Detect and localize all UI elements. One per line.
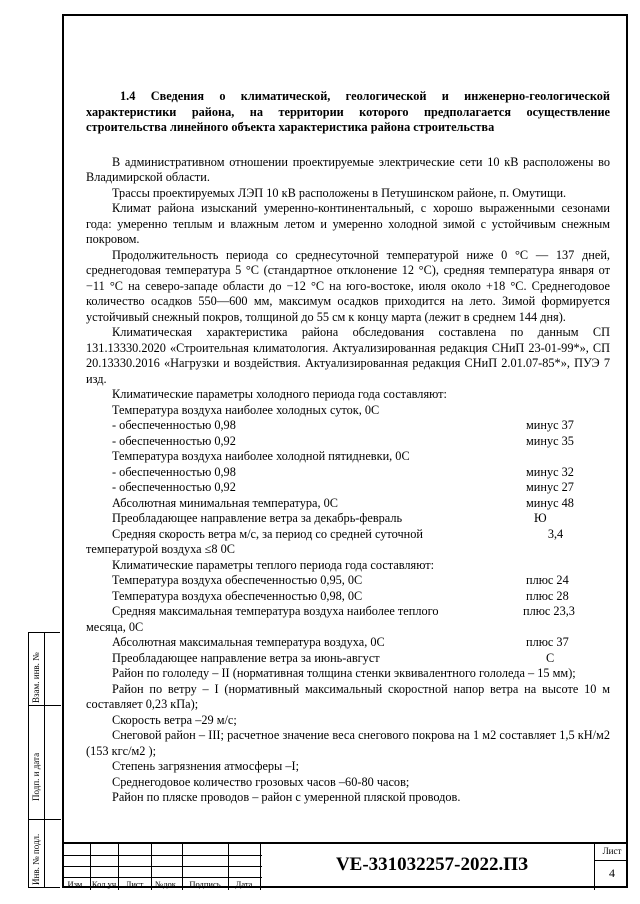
paragraph: Степень загрязнения атмосферы –I; (112, 759, 300, 773)
side-stamp (28, 632, 60, 888)
divider (594, 860, 628, 861)
inv-podl-label: Инв. № подл. (31, 833, 41, 885)
param-label: Температура воздуха обеспеченностью 0,95, 0С (112, 573, 363, 587)
divider (62, 877, 262, 878)
tb-col-ndok: №док. (155, 879, 178, 889)
divider (594, 844, 595, 890)
param-value: плюс 24 (526, 573, 569, 587)
cold-title: Климатические параметры холодного периода года составляют: (112, 387, 447, 401)
param-row (86, 651, 610, 667)
sheet-number: 4 (609, 866, 615, 880)
param-row (86, 635, 610, 651)
paragraph: Трассы проектируемых ЛЭП 10 кВ расположены в Петушинском районе, п. Омутищи. (112, 185, 567, 200)
paragraph: Климатическая характеристика района обследования составлена по данным СП 131.13330.2020 «Строительная климатология. Актуализированная редакция СНиП 23-01-99*», СП 20.13330.2016 «Нагрузки и воздействия. Актуализированная редакция СНиП 2.01.07-85*», ПУЭ 7 изд. (86, 325, 610, 386)
param-label: Средняя максимальная температура воздуха наиболее теплого (112, 604, 439, 618)
tb-col-data: Дата (235, 879, 253, 889)
param-value: Ю (534, 511, 547, 525)
param-row (86, 589, 610, 605)
param-row (86, 604, 610, 620)
document-body (86, 89, 610, 806)
param-value: 3,4 (547, 526, 564, 541)
tb-col-podpis: Подпись (189, 879, 221, 889)
param-row (86, 480, 610, 496)
divider (29, 705, 61, 706)
paragraph: В административном отношении проектируемые электрические сети 10 кВ расположены во Владимирской области. (86, 154, 610, 184)
param-row (86, 418, 610, 434)
paragraph: Район по ветру – I (нормативный максимальный скоростной напор ветра на высоте 10 м составляет 0,23 кПа); (86, 681, 610, 711)
podp-data-label: Подп. и дата (31, 752, 41, 801)
param-value: минус 35 (526, 433, 574, 448)
param-value: плюс 37 (526, 635, 569, 649)
param-value: С (546, 650, 555, 665)
paragraph: Продолжительность периода со среднесуточной температурой ниже 0 °С — 137 дней, среднегодовая температура 5 °С (стандартное отклонение 12 °С), средняя температура января от −11 °С на северо-западе области до −12 °С на юго-востоке, июля около +18 °С. Среднегодовое количество осадков 550—600 мм, максимум осадков приходится на лето. Зимой формируется устойчивый снежный покров, толщиной до 55 см к концу марта (лежит в среднем 144 дня). (86, 247, 610, 324)
param-label: - обеспеченностью 0,92 (112, 433, 236, 448)
paragraph: Среднегодовое количество грозовых часов –60-80 часов; (112, 774, 410, 789)
param-row (86, 496, 610, 512)
sheet-label: Лист (602, 846, 622, 856)
cold-subtitle: Температура воздуха наиболее холодной пятидневки, 0С (112, 449, 410, 463)
vzam-inv-label: Взам. инв. № (31, 652, 41, 703)
divider (29, 819, 61, 820)
param-label: - обеспеченностью 0,98 (112, 464, 236, 479)
param-row (86, 511, 610, 527)
document-code: VE-331032257-2022.ПЗ (335, 854, 529, 875)
param-label: Абсолютная минимальная температура, 0С (112, 495, 338, 510)
param-value: минус 27 (526, 480, 574, 494)
param-label: Температура воздуха обеспеченностью 0,98, 0С (112, 588, 363, 603)
param-value: плюс 28 (526, 588, 569, 603)
paragraph: Климат района изысканий умеренно-континентальный, с хорошо выраженными сезонами года: умеренно теплым и влажным летом и умеренно холодной зимой с устойчивым снежным покровом. (86, 201, 610, 246)
section-heading: 1.4 Сведения о климатической, геологической и инженерно-геологической характеристики района, на территории которого предполагается осуществление строительства линейного объекта характеристика района строительства (86, 89, 610, 134)
paragraph: Район по пляске проводов – район с умеренной пляской проводов. (112, 790, 461, 804)
title-block (62, 842, 628, 890)
param-value: минус 37 (526, 418, 574, 432)
tb-col-izm: Изм. (67, 879, 85, 889)
tb-col-list: Лист (125, 879, 144, 889)
param-label: - обеспеченностью 0,92 (112, 480, 236, 494)
paragraph: Снеговой район – III; расчетное значение веса снегового покрова на 1 м2 составляет 1,5 кН/м2 (153 кгс/м2 ); (86, 728, 610, 758)
param-label: - обеспеченностью 0,98 (112, 418, 236, 432)
paragraph: Скорость ветра –29 м/с; (112, 712, 237, 727)
param-row (86, 527, 610, 543)
param-row (86, 465, 610, 481)
divider (260, 844, 261, 890)
paragraph: Район по гололеду – II (нормативная толщина стенки эквивалентного гололеда – 15 мм); (112, 666, 576, 680)
param-label: Средняя скорость ветра м/с, за период со средней суточной (112, 526, 423, 541)
param-label: Абсолютная максимальная температура воздуха, 0С (112, 635, 385, 649)
divider (62, 866, 262, 867)
param-row (86, 573, 610, 589)
tb-col-kolvo: Кол.уч (91, 879, 117, 889)
param-value: минус 32 (526, 464, 574, 479)
param-label: Преобладающее направление ветра за июнь-август (112, 650, 380, 665)
divider (62, 855, 262, 856)
param-value: минус 48 (526, 495, 574, 510)
param-label: Преобладающее направление ветра за декабрь-февраль (112, 511, 403, 525)
param-label-cont: температурой воздуха ≤8 0С (86, 542, 236, 556)
cold-subtitle: Температура воздуха наиболее холодных суток, 0С (112, 402, 380, 417)
param-row (86, 434, 610, 450)
param-value: плюс 23,3 (523, 604, 575, 618)
warm-title: Климатические параметры теплого периода года составляют: (112, 557, 435, 572)
param-label-cont: месяца, 0С (86, 619, 144, 634)
